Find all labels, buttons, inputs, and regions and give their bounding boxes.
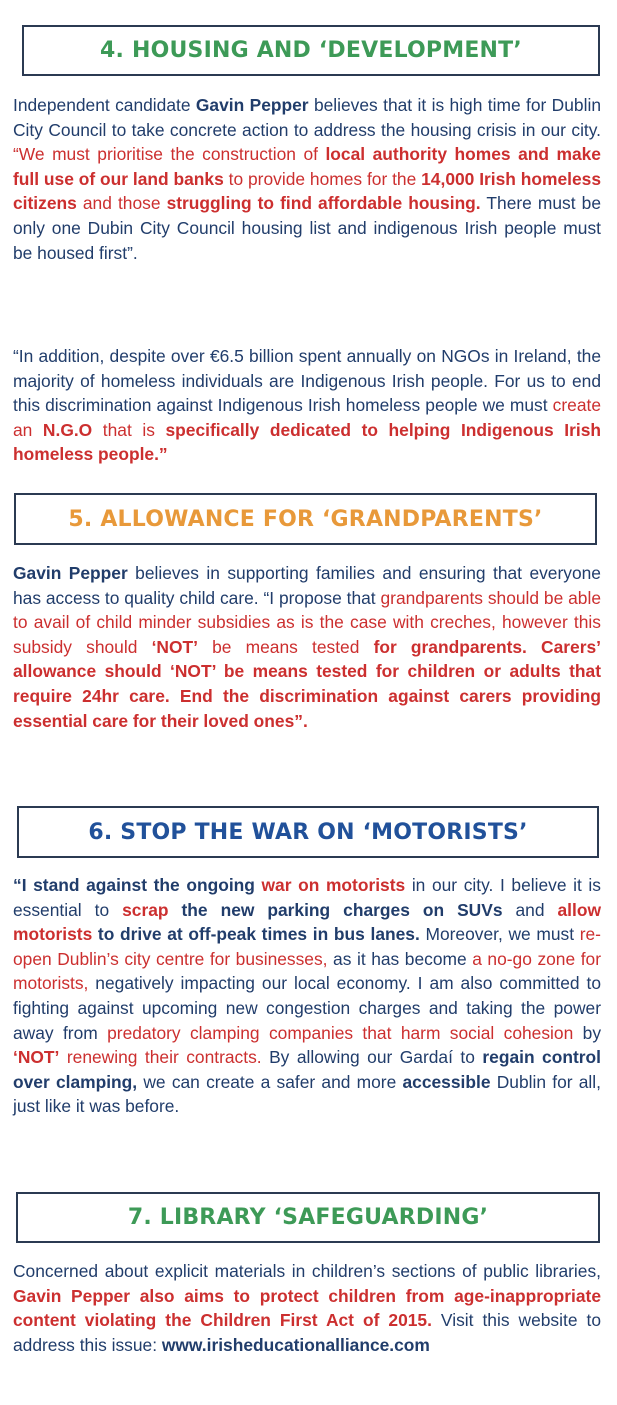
- text-run: Concerned about explicit materials in children’s sections of public libraries,: [13, 1261, 601, 1281]
- text-run: predatory clamping companies that harm social cohesion: [107, 1022, 574, 1043]
- section-5-paragraph: [13, 561, 601, 733]
- text-run: that is: [92, 419, 166, 440]
- section-7-paragraph: [13, 1259, 601, 1357]
- text-run: for grandparents. Carers’ allowance should ‘NOT’ be means tested for children or adults that require 24hr care. End the discrimination against carers providing essential care for their loved ones”.: [13, 636, 601, 731]
- text-run: www.irisheducationalliance.com: [161, 1334, 430, 1355]
- text-run: renewing their contracts.: [59, 1047, 262, 1068]
- text-run: believes that it is high time for Dublin City Council to take concrete action to address the housing crisis in our city.: [13, 95, 601, 140]
- text-run: Gavin Pepper: [195, 95, 309, 115]
- text-run: There must be only one Dubin City Council housing list and indigenous Irish people must be housed first”.: [13, 193, 601, 263]
- section-5-heading: 5. ALLOWANCE FOR ‘GRANDPARENTS’: [14, 493, 597, 545]
- text-run: struggling to find affordable housing.: [166, 193, 481, 214]
- text-run: as it has become: [327, 948, 473, 969]
- section-6-heading: 6. STOP THE WAR ON ‘MOTORISTS’: [17, 806, 599, 858]
- text-run: a no-go zone for motorists,: [13, 948, 601, 994]
- text-run: scrap: [122, 899, 169, 920]
- text-run: Gavin Pepper also aims to protect children from age-inappropriate content violating the Children First Act of 2015.: [13, 1285, 601, 1331]
- section-6-paragraph: [13, 873, 601, 1119]
- section-4-paragraph: [13, 93, 601, 265]
- text-run: by: [573, 1022, 602, 1043]
- text-run: local authority homes and make full use of our land banks: [13, 144, 601, 189]
- text-run: be means tested: [197, 636, 374, 657]
- text-run: war on motorists: [261, 875, 406, 895]
- text-run: to drive at off-peak times in bus lanes.: [92, 924, 420, 945]
- text-run: Moreover, we must: [419, 924, 580, 945]
- text-run: re-open Dublin’s city centre for businesses,: [13, 924, 601, 969]
- text-run: regain control over clamping,: [13, 1047, 601, 1092]
- text-run: believes in supporting families and ensuring that everyone has access to quality child care. “I propose that: [13, 563, 601, 608]
- text-run: we can create a safer and more: [137, 1071, 403, 1092]
- text-run: and those: [76, 193, 167, 214]
- text-run: and: [502, 899, 558, 920]
- text-run: allow motorists: [13, 899, 601, 945]
- text-run: accessible: [402, 1071, 491, 1092]
- text-run: create an: [13, 395, 601, 440]
- text-run: “In addition, despite over €6.5 billion spent annually on NGOs in Ireland, the majority of homeless individuals are Indigenous Irish people. For us to end this discrimination against Indigenous Irish homeless people we must: [13, 346, 601, 416]
- text-run: By allowing our Gardaí to: [261, 1047, 483, 1068]
- text-run: ‘NOT’: [151, 636, 198, 657]
- section-4-paragraph-2: [13, 344, 601, 467]
- text-run: 14,000 Irish homeless citizens: [13, 168, 601, 214]
- text-run: to provide homes for the: [223, 168, 422, 189]
- text-run: the new parking charges on SUVs: [168, 899, 503, 920]
- text-run: Visit this website to address this issue:: [13, 1310, 601, 1355]
- text-run: Independent candidate: [13, 95, 196, 115]
- text-run: “We must prioritise the construction of: [13, 144, 326, 165]
- section-7-heading: 7. LIBRARY ‘SAFEGUARDING’: [16, 1192, 600, 1243]
- text-run: grandparents should be able to avail of child minder subsidies as is the case with creches, however this subsidy should: [13, 587, 602, 657]
- text-run: Gavin Pepper: [13, 563, 128, 583]
- text-run: ‘NOT’: [13, 1047, 60, 1068]
- text-run: “I stand against the ongoing: [13, 875, 262, 895]
- text-run: negatively impacting our local economy. I am also committed to fighting against upcoming new congestion charges and taking the power away from: [13, 973, 601, 1043]
- text-run: specifically dedicated to helping Indigenous Irish homeless people.”: [13, 419, 601, 465]
- section-4-heading: 4. HOUSING AND ‘DEVELOPMENT’: [22, 25, 600, 76]
- text-run: in our city. I believe it is essential to: [13, 875, 601, 920]
- text-run: N.G.O: [42, 419, 93, 440]
- text-run: Dublin for all, just like it was before.: [13, 1071, 601, 1117]
